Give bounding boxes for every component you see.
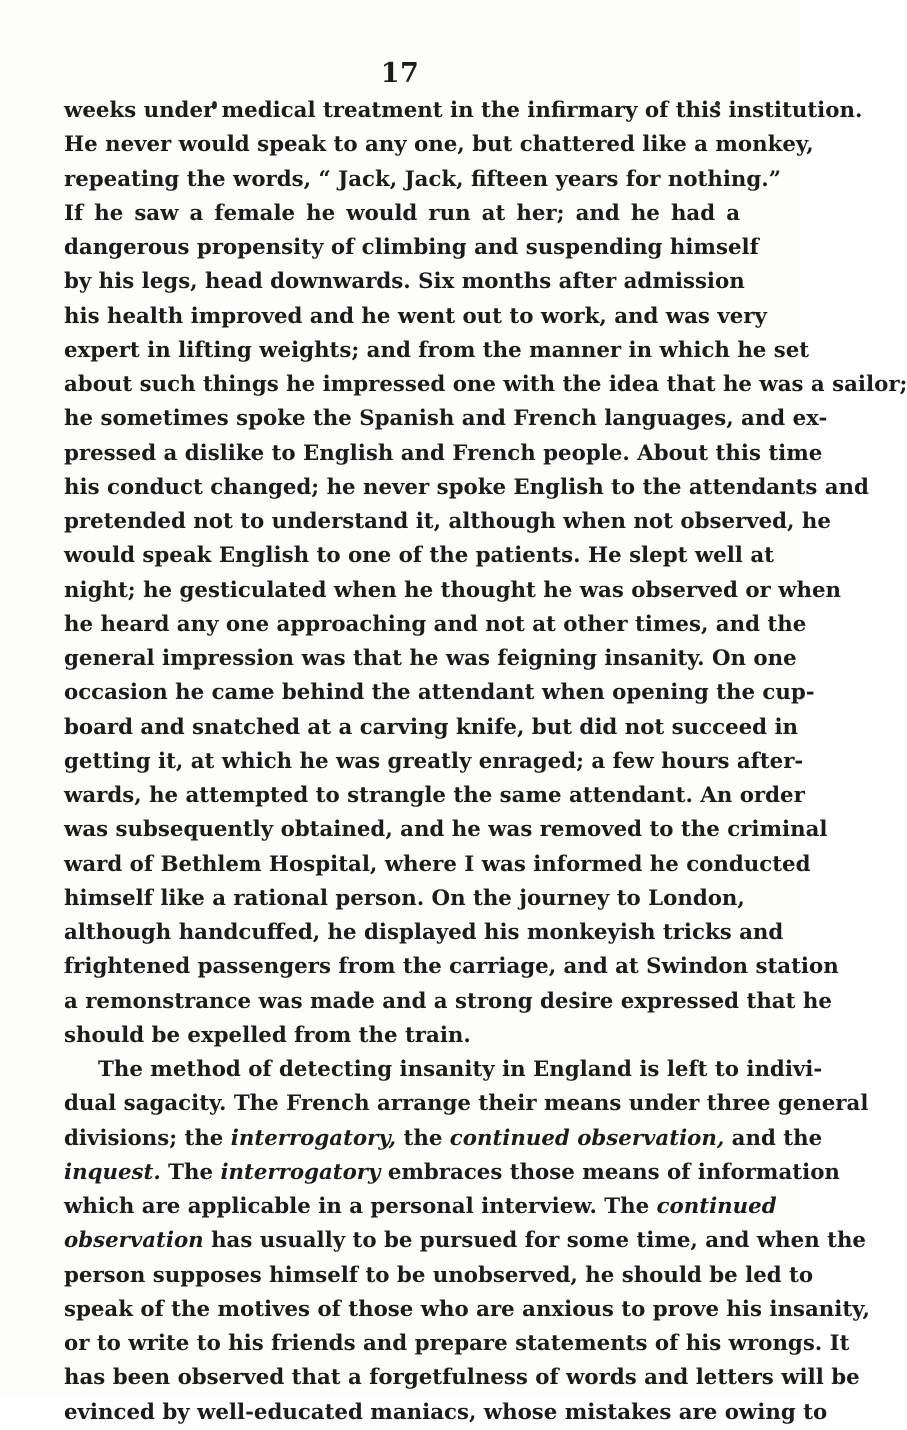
italic-term: interrogatory, — [230, 1125, 397, 1151]
text-line — [64, 950, 839, 984]
text-line — [64, 402, 828, 436]
text-line — [64, 539, 774, 573]
text-line — [64, 334, 810, 368]
text-line — [64, 848, 811, 882]
text-segment: dangerous propensity of climbing and suspending himself — [64, 235, 759, 260]
text-segment: speak of the motives of those who are anxious to prove his insanity, — [64, 1296, 870, 1322]
text-line — [64, 300, 767, 334]
text-line — [64, 163, 781, 197]
text-segment: has usually to be pursued for some time, and when the — [203, 1228, 866, 1254]
text-segment: ward of Bethlem Hospital, where I was informed he conducted — [64, 851, 811, 877]
italic-term: observation — [64, 1228, 204, 1254]
text-line — [64, 1122, 823, 1156]
text-line — [64, 574, 842, 608]
text-segment: should be expelled from the train. — [64, 1022, 471, 1048]
text-segment: pressed a dislike to English and French people. About this time — [64, 440, 823, 466]
text-segment: about such things he impressed one with the idea that he was a sailor; — [64, 372, 907, 397]
text-segment: pretended not to understand it, although when not observed, he — [64, 509, 831, 534]
text-segment: If he saw a female he would run at her; and he had a — [64, 200, 740, 226]
text-segment: the — [396, 1125, 450, 1151]
text-line — [64, 1190, 777, 1224]
text-line — [64, 985, 832, 1019]
text-segment: his conduct changed; he never spoke English to the attendants and — [64, 474, 869, 500]
text-line — [64, 711, 799, 745]
text-segment: which are applicable in a personal interview. The — [64, 1194, 657, 1219]
text-segment: board and snatched at a carving knife, but did not succeed in — [64, 714, 799, 740]
text-segment: by his legs, head downwards. Six months after admission — [64, 269, 745, 295]
text-line — [64, 1156, 840, 1190]
text-segment: frightened passengers from the carriage, and at Swindon station — [64, 954, 839, 980]
text-segment: a remonstrance was made and a strong desire expressed that he — [64, 988, 832, 1014]
text-line — [64, 231, 759, 265]
text-line — [64, 1087, 869, 1121]
text-line — [64, 676, 815, 710]
text-segment: or to write to his friends and prepare statements of his wrongs. It — [64, 1331, 850, 1356]
text-segment: would speak English to one of the patients. He slept well at — [64, 543, 774, 569]
text-segment: he sometimes spoke the Spanish and French languages, and ex- — [64, 406, 828, 432]
text-segment: repeating the words, “ Jack, Jack, fifteen years for nothing.” — [64, 166, 781, 192]
italic-term: continued observation, — [449, 1125, 725, 1151]
text-line — [64, 128, 814, 162]
text-segment: was subsequently obtained, and he was removed to the criminal — [64, 817, 828, 843]
text-segment: his health improved and he went out to work, and was very — [64, 303, 767, 329]
text-segment: night; he gesticulated when he thought he was observed or when — [64, 577, 842, 603]
text-segment: has been observed that a forgetfulness of words and letters will be — [64, 1365, 860, 1391]
text-segment: getting it, at which he was greatly enraged; a few hours after- — [64, 748, 804, 774]
text-line — [64, 745, 804, 779]
text-line — [64, 1327, 850, 1361]
text-segment: embraces those means of information — [380, 1159, 840, 1185]
text-line — [64, 1224, 866, 1258]
text-segment: evinced by well-educated maniacs, whose mistakes are owing to — [64, 1399, 828, 1425]
text-segment: person supposes himself to be unobserved, he should be led to — [64, 1262, 814, 1288]
text-segment: weeks under medical treatment in the infirmary of this institution. — [64, 98, 863, 123]
text-line — [64, 779, 805, 813]
text-line — [64, 1259, 814, 1293]
text-segment: The — [160, 1159, 221, 1185]
text-line — [64, 265, 745, 299]
italic-term: inquest. — [64, 1159, 161, 1185]
text-line — [64, 197, 740, 231]
italic-term: interrogatory — [220, 1159, 381, 1185]
text-segment: although handcuffed, he displayed his monkeyish tricks and — [64, 920, 784, 945]
text-segment: and the — [724, 1125, 823, 1151]
italic-term: continued — [656, 1194, 777, 1219]
text-segment: wards, he attempted to strangle the same attendant. An order — [64, 783, 805, 808]
text-line — [64, 916, 784, 950]
text-line — [64, 368, 907, 402]
text-line — [64, 1019, 740, 1053]
text-line — [64, 505, 831, 539]
text-line — [64, 1396, 828, 1430]
text-segment: divisions; the — [64, 1125, 231, 1151]
text-segment: dual sagacity. The French arrange their means under three general — [64, 1091, 869, 1117]
text-segment: occasion he came behind the attendant when opening the cup- — [64, 680, 815, 706]
text-line — [64, 642, 797, 676]
body-text — [64, 94, 907, 1430]
text-line — [64, 1053, 823, 1087]
text-line — [64, 94, 863, 128]
text-line — [64, 1293, 870, 1327]
page-number: 17 — [380, 58, 420, 89]
text-line — [64, 608, 807, 642]
text-line — [64, 882, 745, 916]
text-segment: himself like a rational person. On the journey to London, — [64, 885, 745, 911]
text-segment: he heard any one approaching and not at other times, and the — [64, 611, 807, 637]
text-line — [64, 471, 869, 505]
text-line — [64, 813, 828, 847]
text-line — [64, 437, 823, 471]
text-line — [64, 1361, 860, 1395]
text-segment: expert in lifting weights; and from the manner in which he set — [64, 337, 810, 363]
text-segment: general impression was that he was feigning insanity. On one — [64, 646, 797, 671]
text-segment: He never would speak to any one, but chattered like a monkey, — [64, 132, 814, 158]
text-segment: The method of detecting insanity in England is left to indivi- — [98, 1057, 823, 1082]
